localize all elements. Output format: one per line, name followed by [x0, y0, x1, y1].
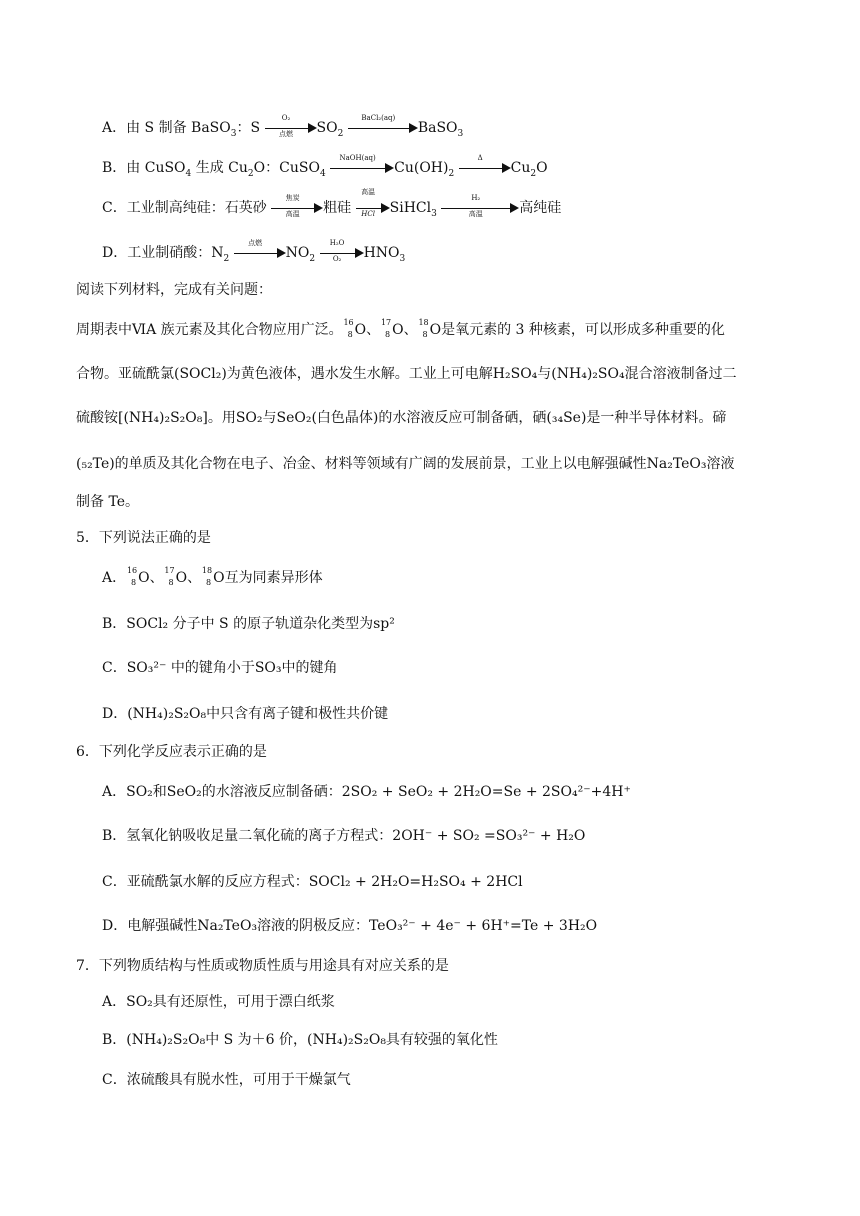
- nuclide-18o: 18 8: [418, 318, 429, 339]
- reaction-arrow: 焦炭 高温: [271, 198, 323, 218]
- option-c-silicon: C．工业制高纯硅：石英砂 焦炭 高温 粗硅 高温 HCl SiHCl$_3$ H₂ 高温 高纯硅: [102, 188, 562, 219]
- question-7-option-c: C．浓硫酸具有脱水性，可用于干燥氯气: [102, 1072, 351, 1088]
- reading-paragraph-line-4: (₅₂Te)的单质及其化合物在电子、冶金、材料等领域有广阔的发展前景，工业上以电解强碱性Na₂TeO₃溶液: [76, 456, 735, 472]
- nuclide-16o: 16 8: [343, 318, 354, 339]
- question-6-option-a: A．SO₂和SeO₂的水溶液反应制备硒：2SO₂ + SeO₂ + 2H₂O=Se + 2SO₄²⁻+4H⁺: [102, 784, 631, 800]
- question-5-option-d: D．(NH₄)₂S₂O₈中只含有离子键和极性共价键: [102, 706, 389, 722]
- reaction-arrow: H₂ 高温: [441, 198, 519, 218]
- question-5-option-b: B．SOCl₂ 分子中 S 的原子轨道杂化类型为sp²: [102, 616, 395, 632]
- reading-paragraph-line-1: 周期表中ⅥA 族元素及其化合物应用广泛。 16 8 O、 17 8 O、 18 8 O是氧元素的 3 种核素，可以形成多种重要的化: [76, 318, 725, 339]
- reaction-arrow: BaCl₂(aq): [348, 118, 418, 138]
- question-5-stem: 5．下列说法正确的是: [76, 530, 211, 546]
- option-b-cu2o: B．由 CuSO$_4$ 生成 $Cu_2O$：CuSO$_4$ NaOH(aq) $Cu(OH)_2$ Δ $Cu_2O$: [102, 154, 548, 179]
- nuclide-18o: 18 8: [201, 566, 213, 587]
- reaction-arrow: O₂ 点燃: [265, 118, 317, 138]
- question-7-option-a: A．SO₂具有还原性，可用于漂白纸浆: [102, 994, 335, 1010]
- nuclide-16o: 16 8: [126, 566, 138, 587]
- reading-paragraph-line-2: 合物。亚硫酰氯(SOCl₂)为黄色液体，遇水发生水解。工业上可电解H₂SO₄与(NH₄)₂SO₄混合溶液制备过二: [76, 366, 737, 382]
- reaction-arrow: Δ: [459, 158, 511, 178]
- question-7-option-b: B．(NH₄)₂S₂O₈中 S 为＋6 价，(NH₄)₂S₂O₈具有较强的氧化性: [102, 1032, 498, 1048]
- reading-intro: 阅读下列材料，完成有关问题：: [76, 282, 272, 298]
- question-5-option-a: A． 16 8 O、 17 8 O、 18 8 O互为同素异形体: [102, 566, 323, 587]
- reaction-arrow: NaOH(aq): [330, 158, 394, 178]
- question-6-option-c: C．亚硫酰氯水解的反应方程式：SOCl₂ + 2H₂O=H₂SO₄ + 2HCl: [102, 874, 523, 890]
- question-6-stem: 6．下列化学反应表示正确的是: [76, 744, 267, 760]
- nuclide-17o: 17 8: [380, 318, 392, 339]
- option-d-nitric-acid: D．工业制硝酸：$N_2$ 点燃 $NO_2$ $\frac{\text{H₂O}}{\text{O₂}}$ $HNO_3$: [102, 239, 406, 264]
- question-7-stem: 7．下列物质结构与性质或物质性质与用途具有对应关系的是: [76, 958, 449, 974]
- reading-paragraph-line-5: 制备 Te。: [76, 494, 139, 510]
- reaction-arrow: $\frac{\text{H₂O}}{\text{O₂}}$: [320, 243, 364, 263]
- question-5-option-c: C．SO₃²⁻ 中的键角小于SO₃中的键角: [102, 660, 338, 676]
- reading-paragraph-line-3: 硫酸铵[(NH₄)₂S₂O₈]。用SO₂与SeO₂(白色晶体)的水溶液反应可制备硒，硒(₃₄Se)是一种半导体材料。碲: [76, 410, 727, 426]
- option-a-baso3: A．由 S 制备 BaSO$_3$：S O₂ 点燃 $SO_2$ BaCl₂(aq) BaSO$_3$: [102, 114, 464, 139]
- nuclide-17o: 17 8: [164, 566, 175, 587]
- question-6-option-d: D．电解强碱性Na₂TeO₃溶液的阴极反应：TeO₃²⁻ + 4e⁻ + 6H⁺=Te + 3H₂O: [102, 918, 598, 934]
- reaction-arrow: 点燃: [234, 243, 286, 263]
- reaction-arrow: 高温 HCl: [356, 198, 390, 218]
- question-6-option-b: B．氢氧化钠吸收足量二氧化硫的离子方程式：2OH⁻ + SO₂ =SO₃²⁻ + H₂O: [102, 828, 586, 844]
